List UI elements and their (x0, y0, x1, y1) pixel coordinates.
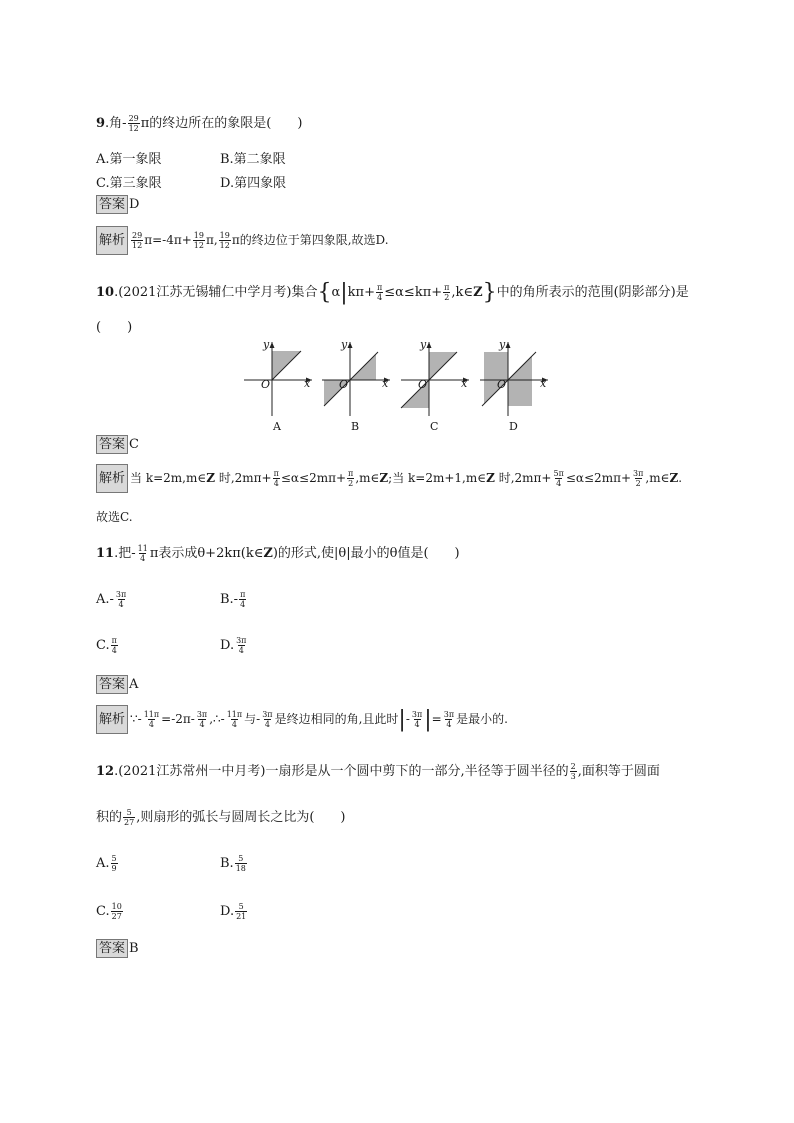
diagram-label: B (351, 420, 360, 433)
origin-label: O (339, 378, 349, 391)
q9-option-d: D.第四象限 (220, 176, 287, 191)
answer-label: 答案 (96, 939, 128, 958)
q11-option-d: D. $\frac{3\pi}{4}$ (220, 636, 247, 655)
answer-label: 答案 (96, 435, 128, 454)
q11-option-c: C. $\frac{\pi}{4}$ (96, 636, 117, 655)
q11-option-b: B.- $\frac{\pi}{4}$ (220, 590, 246, 609)
q12-option-d: D. $\frac{5}{21}$ (220, 902, 247, 921)
q12-answer: 答案 B (96, 939, 139, 958)
explanation-label: 解析 (96, 464, 128, 493)
q10-paren: ( ) (96, 320, 133, 335)
diagram-c (399, 338, 475, 434)
diagram-label: D (509, 420, 518, 433)
answer-label: 答案 (96, 675, 128, 694)
origin-label: O (497, 378, 507, 391)
q12-option-b: B. $\frac{5}{18}$ (220, 854, 246, 873)
y-axis-label: y (420, 338, 427, 351)
y-axis-label: y (499, 338, 506, 351)
explanation-label: 解析 (96, 705, 128, 734)
q12-option-c: C. $\frac{10}{27}$ (96, 902, 122, 921)
q11-stem: 11.把- $\frac{11}{4}$ π表示成θ+2kπ(k∈Z)的形式,使|θ|最小的θ值是( ) (96, 544, 460, 563)
q10-stem: 10.(2021江苏无锡辅仁中学月考)集合{α|kπ+ $\frac{\pi}{4}$ ≤α≤kπ+ $\frac{\pi}{2}$ ,k∈Z}中的角所表示的范围(阴影部分)是 (96, 280, 689, 305)
q12-stem: 12.(2021江苏常州一中月考)一扇形是从一个圆中剪下的一部分,半径等于圆半径的 $\frac{2}{3}$ ,面积等于圆面 (96, 762, 660, 781)
q9-stem: 9.角- $\frac{29}{12}$ π的终边所在的象限是( ) (96, 114, 303, 133)
y-axis-label: y (341, 338, 348, 351)
q10-answer: 答案 C (96, 435, 139, 454)
q12-stem-line2: 积的 $\frac{5}{27}$ ,则扇形的弧长与圆周长之比为( ) (96, 808, 346, 827)
diagram-d (478, 338, 554, 434)
diagram-label: A (273, 420, 281, 433)
x-axis-label: x (382, 377, 389, 390)
q12-option-a: A. $\frac{5}{9}$ (96, 854, 117, 873)
diagram-label: C (430, 420, 439, 433)
q9-answer: 答案 D (96, 195, 139, 214)
x-axis-label: x (461, 377, 468, 390)
q9-option-c: C.第三象限 (96, 176, 162, 191)
q11-answer: 答案 A (96, 675, 138, 694)
right-brace: } (482, 280, 497, 305)
origin-label: O (418, 378, 428, 391)
diagram-b (320, 338, 396, 434)
q10-explanation: 解析 当 k=2m,m∈Z 时,2mπ+ $\frac{\pi}{4}$ ≤α≤2mπ+ $\frac{\pi}{2}$ ,m∈Z;当 k=2m+1,m∈Z 时,2mπ+ $\frac{5\pi}{4}$ ≤α≤2mπ+ $\frac{3\pi}{2}$ ,m∈Z. (96, 464, 682, 493)
q11-option-a: A.- $\frac{3\pi}{4}$ (96, 590, 127, 609)
origin-label: O (261, 378, 271, 391)
q9-explanation: 解析 $\frac{29}{12}$ π=-4π+ $\frac{19}{12}$ π, $\frac{19}{12}$ π的终边位于第四象限,故选D. (96, 226, 389, 255)
q9-option-b: B.第二象限 (220, 152, 286, 167)
fraction: $\frac{29}{12}$ (128, 114, 139, 133)
q11-explanation: 解析 ∵- $\frac{11\pi}{4}$ =-2π- $\frac{3\pi}{4}$ ,∴- $\frac{11\pi}{4}$ 与- $\frac{3\pi}{4}$ 是终边相同的角,且此时|- $\frac{3\pi}{4}$ |= $\frac{3\pi}{4}$ 是最小的. (96, 705, 508, 734)
x-axis-label: x (540, 377, 547, 390)
abs-bar-left: | (398, 707, 406, 732)
left-brace: { (317, 280, 332, 305)
answer-label: 答案 (96, 195, 128, 214)
x-axis-label: x (304, 377, 311, 390)
q9-option-a: A.第一象限 (96, 152, 162, 167)
shaded-region (508, 356, 532, 406)
diagram-a (242, 338, 318, 434)
y-axis-label: y (263, 338, 270, 351)
abs-bar-right: | (424, 707, 432, 732)
q10-explanation-line2: 故选C. (96, 510, 133, 524)
explanation-label: 解析 (96, 226, 128, 255)
set-bar: | (340, 280, 348, 305)
